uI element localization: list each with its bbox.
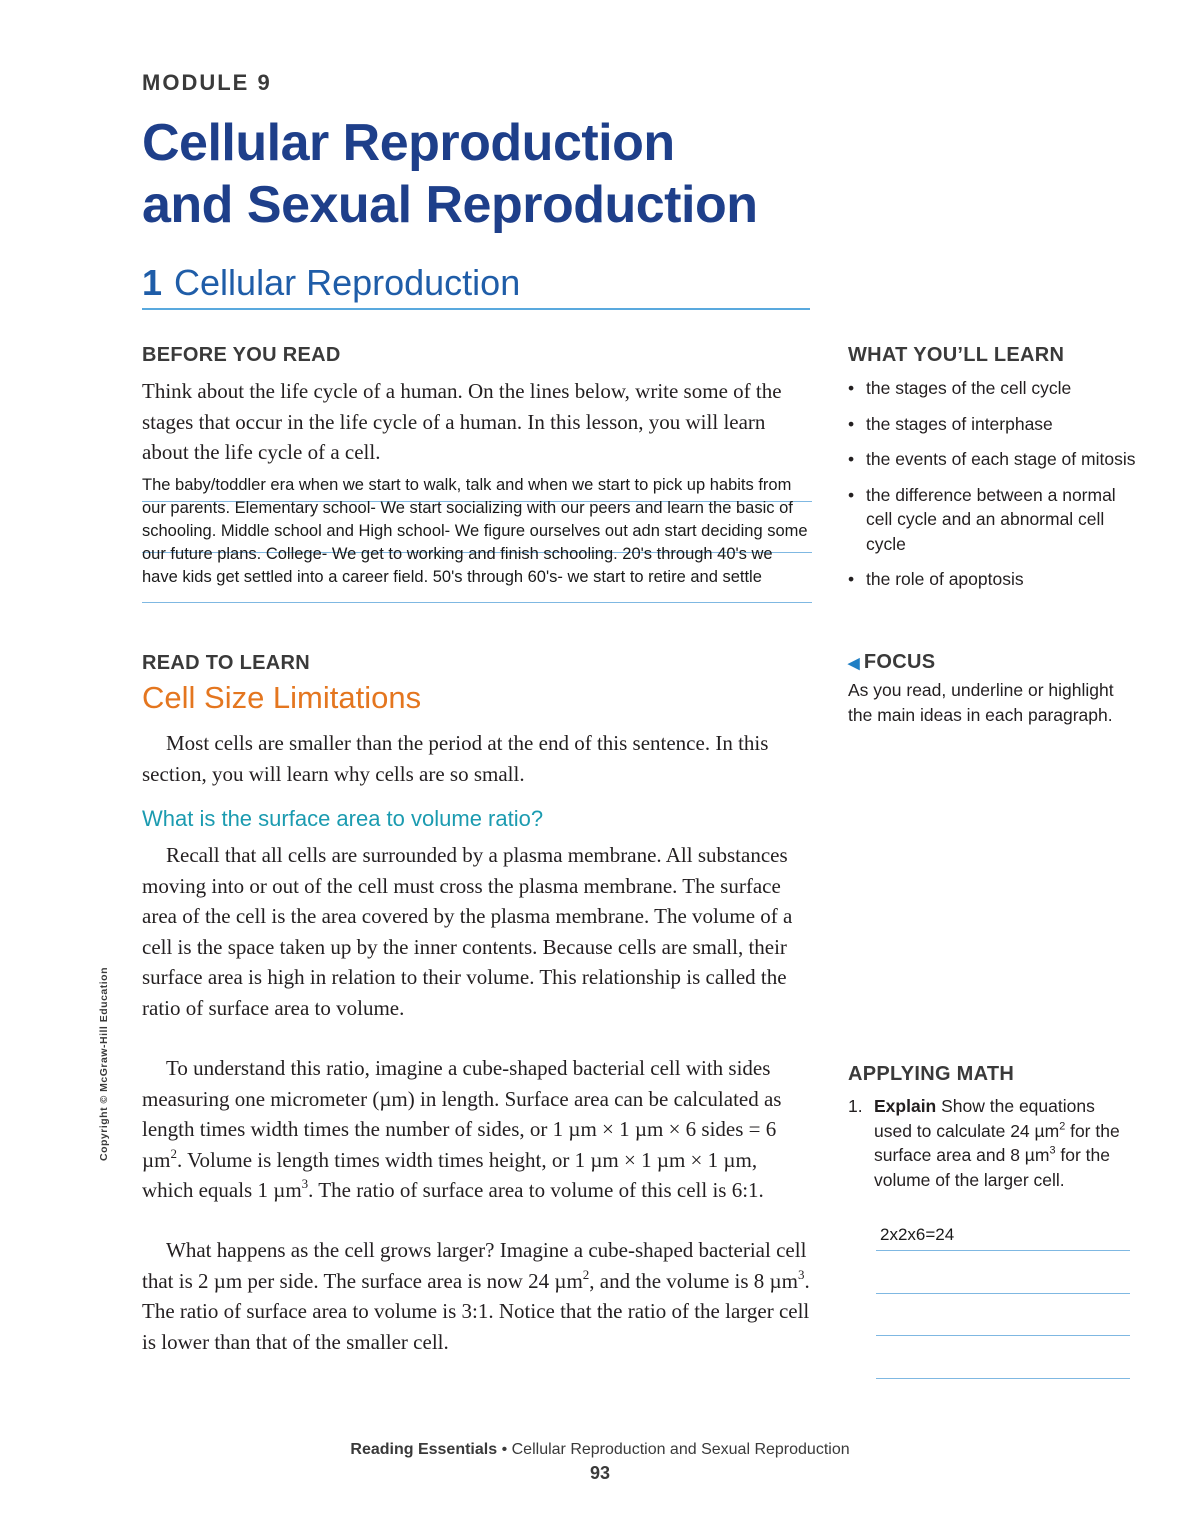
page-number: 93 [589,1463,611,1483]
footer-book: Reading Essentials [350,1441,498,1458]
math-answer-line-2 [876,1293,1130,1294]
list-item: • the stages of the cell cycle [848,376,1138,401]
module-label: MODULE 9 [142,70,272,95]
footer-separator: • [501,1441,508,1458]
math-answer-line-3 [876,1335,1130,1336]
learn-list [848,376,1138,603]
page-footer [0,1441,1200,1459]
paragraph-2: To understand this ratio, imagine a cube-shaped bacterial cell with sides measuring one micrometer (µm) in length. Surface area can be calculated as length times width times the number of sides, or 1 µm × 1 µm × 6 sides = 6 µm$^2$. Volume is length times width times height, or 1 µm × 1 µm × 1 µm, which equals 1 µm$^3$. The ratio of surface area to volume of this cell is 6:1. [142,1056,782,1202]
list-item: • the difference between a normal cell cycle and an abnormal cell cycle [848,483,1138,557]
focus-text: As you read, underline or highlight the main ideas in each paragraph. [848,680,1114,725]
focus-heading: ◀ FOCUS [848,651,936,673]
lesson-divider [142,308,810,310]
page-title [142,112,757,236]
list-item: • the role of apoptosis [848,567,1138,592]
math-answer-line-4 [876,1378,1130,1379]
copyright-notice: Copyright © McGraw-Hill Education [98,967,110,1161]
title-line-1: Cellular Reproduction [142,114,675,172]
math-answer-line-1 [876,1250,1130,1251]
lesson-heading [142,262,520,304]
applying-math-heading: APPLYING MATH [848,1063,1015,1085]
paragraph-1: Recall that all cells are surrounded by a plasma membrane. All substances moving into or out of the cell must cross the plasma membrane. The surface area of the cell is the area covered by the plasma membrane. The volume of a cell is the space taken up by the inner contents. Because cells are small, their surface area is high in relation to their volume. This relationship is called the ratio of surface area to volume. [142,843,793,1020]
math-question-text: Explain Show the equations used to calculate 24 µm$^2$ for the surface area and 8 µm$^3$ for the volume of the larger cell. [874,1096,1120,1190]
section-title: Cell Size Limitations [142,680,422,715]
list-item: • the stages of interphase [848,412,1138,437]
read-to-learn-heading: READ TO LEARN [142,652,310,674]
before-you-read-prompt: Think about the life cycle of a human. On the lines below, write some of the stages that occur in the life cycle of a human. In this lesson, you will learn about the life cycle of a cell. [142,379,782,464]
lesson-number: 1 [142,262,163,303]
what-youll-learn-heading: WHAT YOU’LL LEARN [848,344,1065,366]
math-answer-field[interactable]: 2x2x6=24 [880,1225,955,1244]
list-item: • the events of each stage of mitosis [848,447,1138,472]
math-question-number: 1. [848,1096,863,1116]
arrow-left-icon: ◀ [848,655,860,672]
title-line-2: and Sexual Reproduction [142,176,758,234]
paragraph-3: What happens as the cell grows larger? Imagine a cube-shaped bacterial cell that is 2 µm per side. The surface area is now 24 µm$^2$, and the volume is 8 µm$^3$. The ratio of surface area to volume is 3:1. Notice that the ratio of the larger cell is lower than that of the smaller cell. [142,1238,810,1354]
lesson-title: Cellular Reproduction [174,262,521,303]
footer-subtitle: Cellular Reproduction and Sexual Reproduction [511,1441,850,1458]
question-heading: What is the surface area to volume ratio? [142,806,544,831]
before-you-read-heading: BEFORE YOU READ [142,344,341,366]
intro-paragraph: Most cells are smaller than the period at the end of this sentence. In this section, you will learn why cells are so small. [142,731,769,786]
life-cycle-answer-field[interactable]: The baby/toddler era when we start to walk, talk and when we start to pick up habits from our parents. Elementary school- We start socializing with our peers and learn the basic of schooling. Middle school and High school- We figure ourselves out adn start deciding some our future plans. College- We get to working and finish schooling. 20's through 40's we have kids get settled into a career field. 50's through 60's- we start to retire and settle [142,476,808,586]
